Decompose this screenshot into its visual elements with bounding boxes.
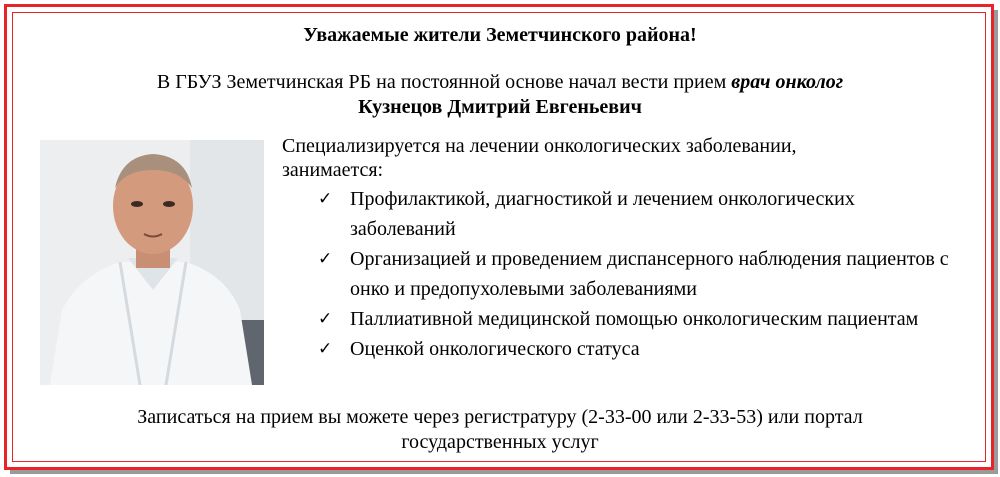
duty-text: Паллиативной медицинской помощью онкологическим пациентам <box>350 308 919 330</box>
checkmark-icon: ✓ <box>318 309 333 329</box>
list-item <box>318 334 958 364</box>
specialization-line-1: Специализируется на лечении онкологических заболевании, <box>282 135 797 157</box>
list-item <box>318 304 958 334</box>
checkmark-icon: ✓ <box>318 339 333 359</box>
list-item <box>318 184 958 244</box>
checkmark-icon: ✓ <box>318 189 333 209</box>
duty-text: Профилактикой, диагностикой и лечением онкологических заболеваний <box>350 188 855 240</box>
doctor-photo <box>40 140 264 385</box>
doctor-role: врач онколог <box>731 71 844 93</box>
signup-line-2: государственных услуг <box>401 431 599 453</box>
signup-info <box>0 405 1000 455</box>
duties-list <box>318 184 958 364</box>
intro-paragraph <box>0 70 1000 120</box>
announcement-heading: Уважаемые жители Земетчинского района! <box>303 24 697 46</box>
specialization-line-2: занимается: <box>282 159 384 181</box>
signup-line-1: Записаться на прием вы можете через регистратуру (2-33-00 или 2-33-53) или портал <box>137 406 863 428</box>
intro-text: В ГБУЗ Земетчинская РБ на постоянной основе начал вести прием <box>156 71 732 93</box>
doctor-name: Кузнецов Дмитрий Евгеньевич <box>358 96 642 118</box>
specialization-text <box>282 134 797 182</box>
duty-text: Оценкой онкологического статуса <box>350 338 640 360</box>
list-item <box>318 244 958 304</box>
duty-text: Организацией и проведением диспансерного наблюдения пациентов с онко и предопухолевыми заболеваниями <box>350 248 949 300</box>
frame-shadow-bottom <box>10 470 998 474</box>
checkmark-icon: ✓ <box>318 249 333 269</box>
